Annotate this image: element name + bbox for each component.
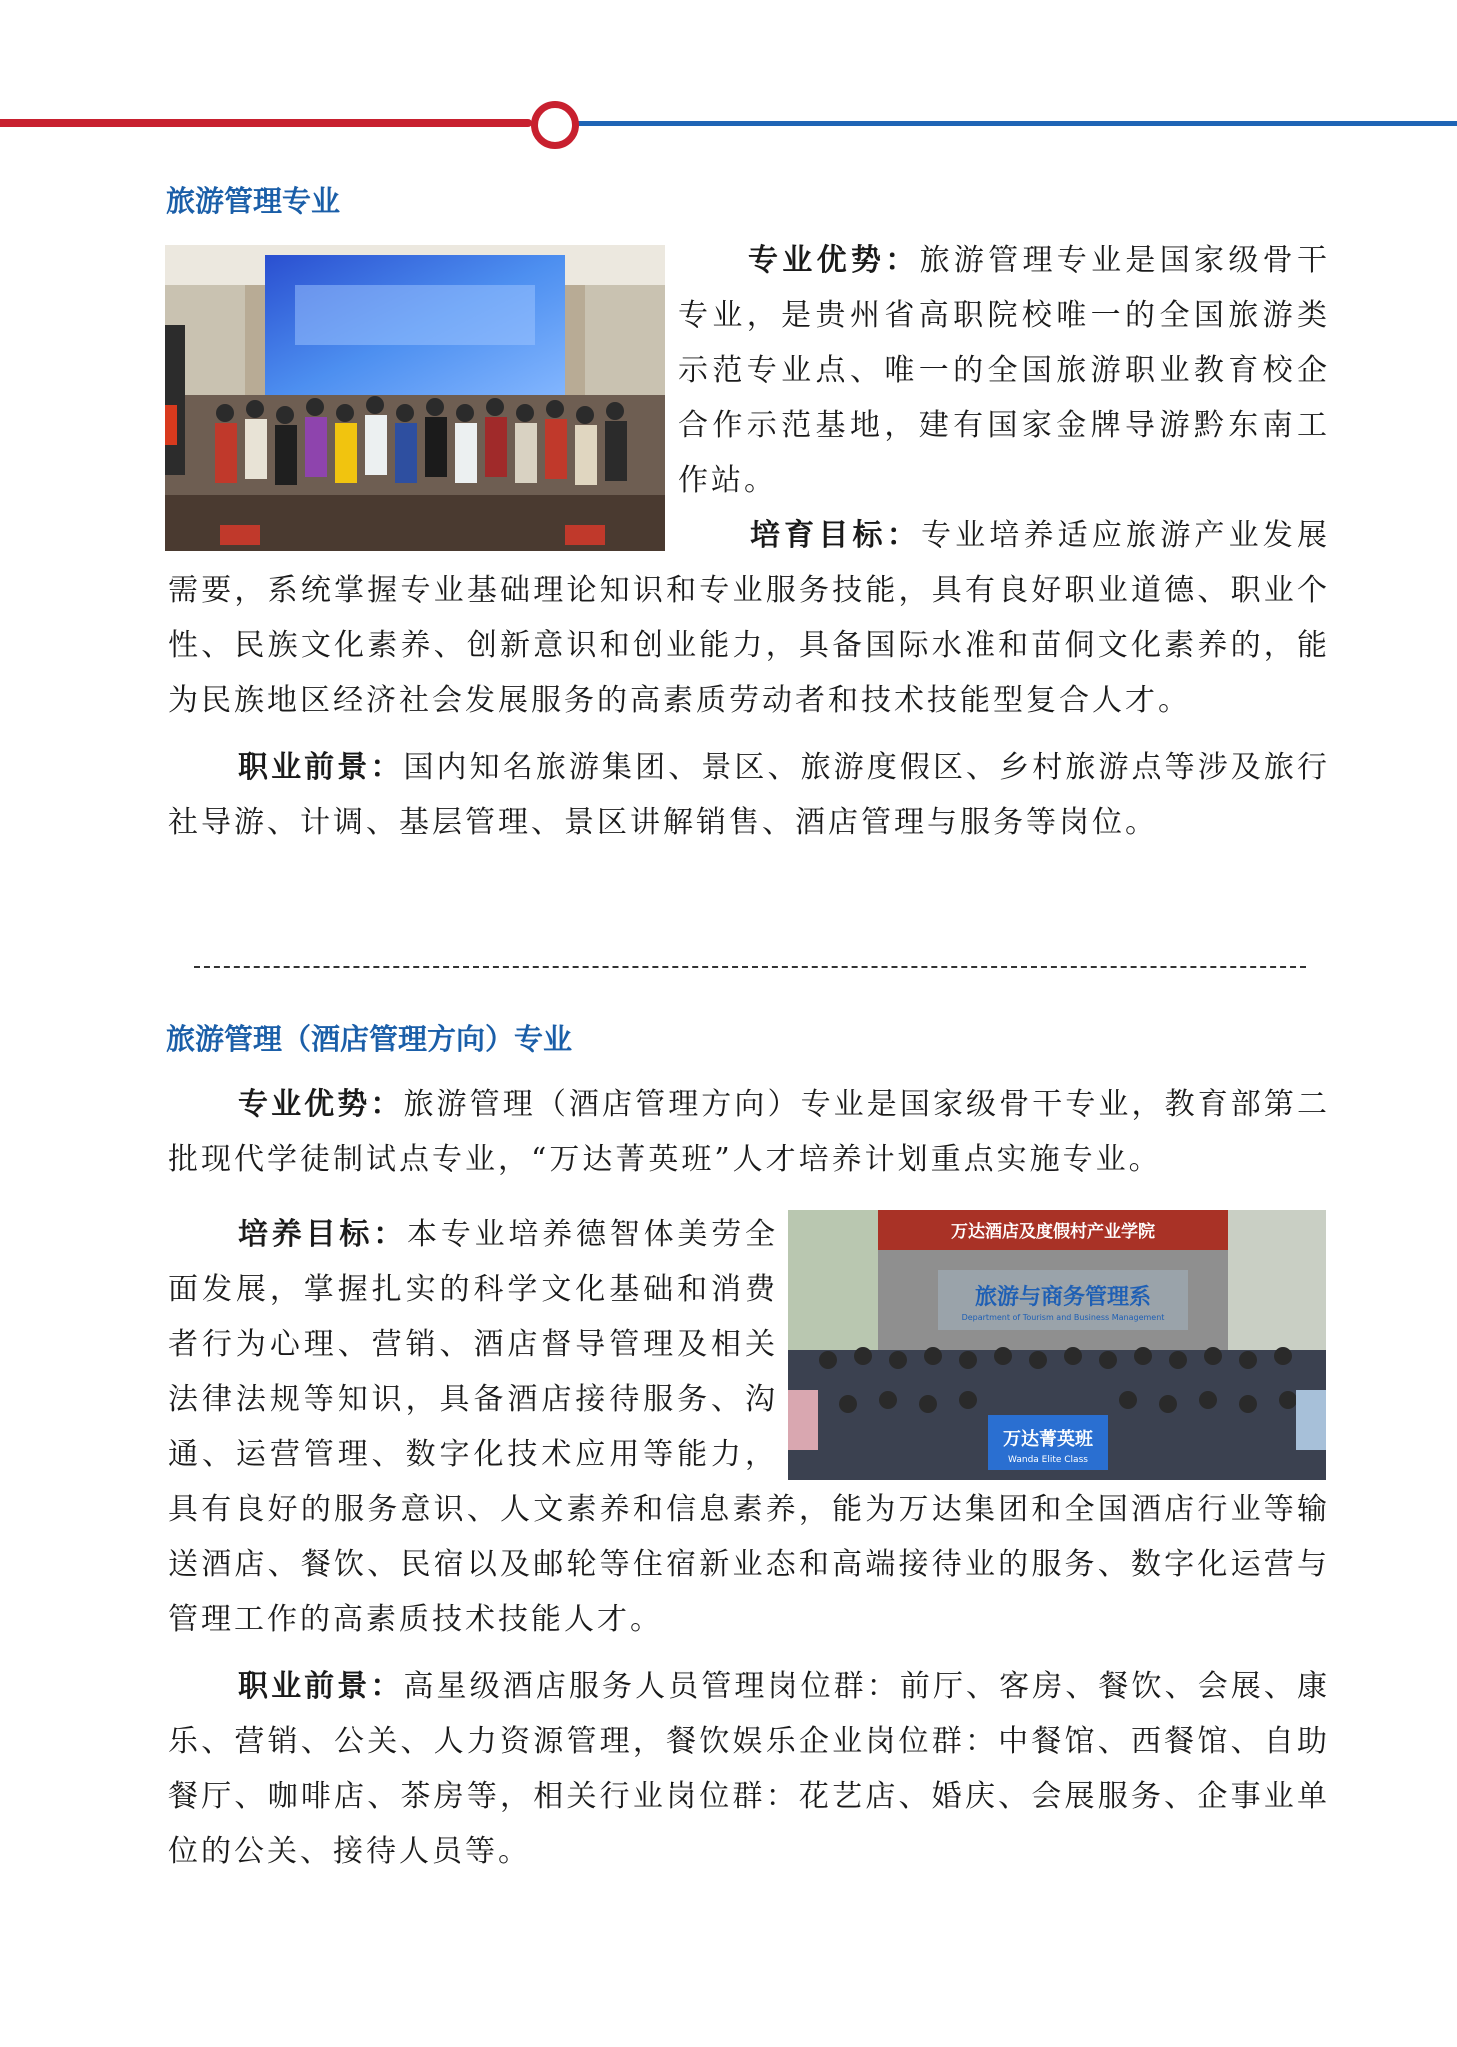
photo-banner-en: Wanda Elite Class bbox=[1008, 1455, 1088, 1465]
section1-goal-text: 专业培养适应旅游产业发展需要，系统掌握专业基础理论知识和专业服务技能，具有良好职业道德、职业个性、民族文化素养、创新意识和创业能力，具备国际水准和苗侗文化素养的，能为民族地区经济社会发展服务的高素质劳动者和技术技能型复合人才。 bbox=[168, 518, 1330, 718]
section2-goal-label: 培养目标： bbox=[238, 1217, 407, 1252]
section2-goal-text: 本专业培养德智体美劳全面发展，掌握扎实的科学文化基础和消费者行为心理、营销、酒店督导管理及相关法律法规等知识，具备酒店接待服务、沟通、运营管理、数字化技术应用等能力，具有良好的服务意识、人文素养和信息素养，能为万达集团和全国酒店行业等输送酒店、餐饮、民宿以及邮轮等住宿新业态和高端接待业的服务、数字化运营与管理工作的高素质技术技能人才。 bbox=[168, 1217, 1330, 1637]
section1-goal-label: 培育目标： bbox=[750, 518, 921, 553]
photo-building-sign: 万达酒店及度假村产业学院 bbox=[951, 1222, 1155, 1242]
photo-dept-sign: 旅游与商务管理系 bbox=[974, 1285, 1152, 1310]
header-blue-line bbox=[578, 121, 1457, 126]
photo-dept-sign-en: Department of Tourism and Business Management bbox=[961, 1313, 1165, 1322]
section1-prospect-para bbox=[168, 740, 1330, 850]
section2-advantage-para bbox=[168, 1077, 1330, 1187]
section1-advantage-text: 旅游管理专业是国家级骨干专业，是贵州省高职院校唯一的全国旅游类示范专业点、唯一的全国旅游职业教育校企合作示范基地，建有国家金牌导游黔东南工作站。 bbox=[678, 243, 1330, 498]
section-divider bbox=[194, 966, 1306, 968]
section1-body bbox=[168, 233, 1330, 508]
section1-advantage-label: 专业优势： bbox=[748, 243, 920, 278]
section1-goal-para bbox=[168, 508, 1330, 728]
section1-prospect-label: 职业前景： bbox=[238, 750, 404, 785]
section1-advantage-para bbox=[678, 233, 1330, 508]
section1-title: 旅游管理专业 bbox=[166, 184, 341, 218]
header-ring-icon bbox=[531, 101, 579, 149]
section2-advantage-label: 专业优势： bbox=[238, 1087, 404, 1122]
section2-prospect-text: 高星级酒店服务人员管理岗位群：前厅、客房、餐饮、会展、康乐、营销、公关、人力资源管理，餐饮娱乐企业岗位群：中餐馆、西餐馆、自助餐厅、咖啡店、茶房等，相关行业岗位群：花艺店、婚庆、会展服务、企事业单位的公关、接待人员等。 bbox=[168, 1669, 1330, 1869]
section2-prospect-label: 职业前景： bbox=[238, 1669, 404, 1704]
header-red-line bbox=[0, 119, 532, 127]
section2-goal-block bbox=[168, 1207, 1330, 1879]
section2-title: 旅游管理（酒店管理方向）专业 bbox=[166, 1022, 573, 1056]
section1-body-rest bbox=[168, 508, 1330, 850]
photo-banner: 万达菁英班 bbox=[1003, 1429, 1093, 1450]
photo-float-spacer bbox=[778, 1207, 1330, 1479]
section2-advantage-text: 旅游管理（酒店管理方向）专业是国家级骨干专业，教育部第二批现代学徒制试点专业，“万达菁英班”人才培养计划重点实施专业。 bbox=[168, 1087, 1330, 1177]
section1-prospect-text: 国内知名旅游集团、景区、旅游度假区、乡村旅游点等涉及旅行社导游、计调、基层管理、景区讲解销售、酒店管理与服务等岗位。 bbox=[168, 750, 1330, 840]
section2-prospect-para bbox=[168, 1659, 1330, 1879]
section2-advantage-block bbox=[168, 1077, 1330, 1187]
